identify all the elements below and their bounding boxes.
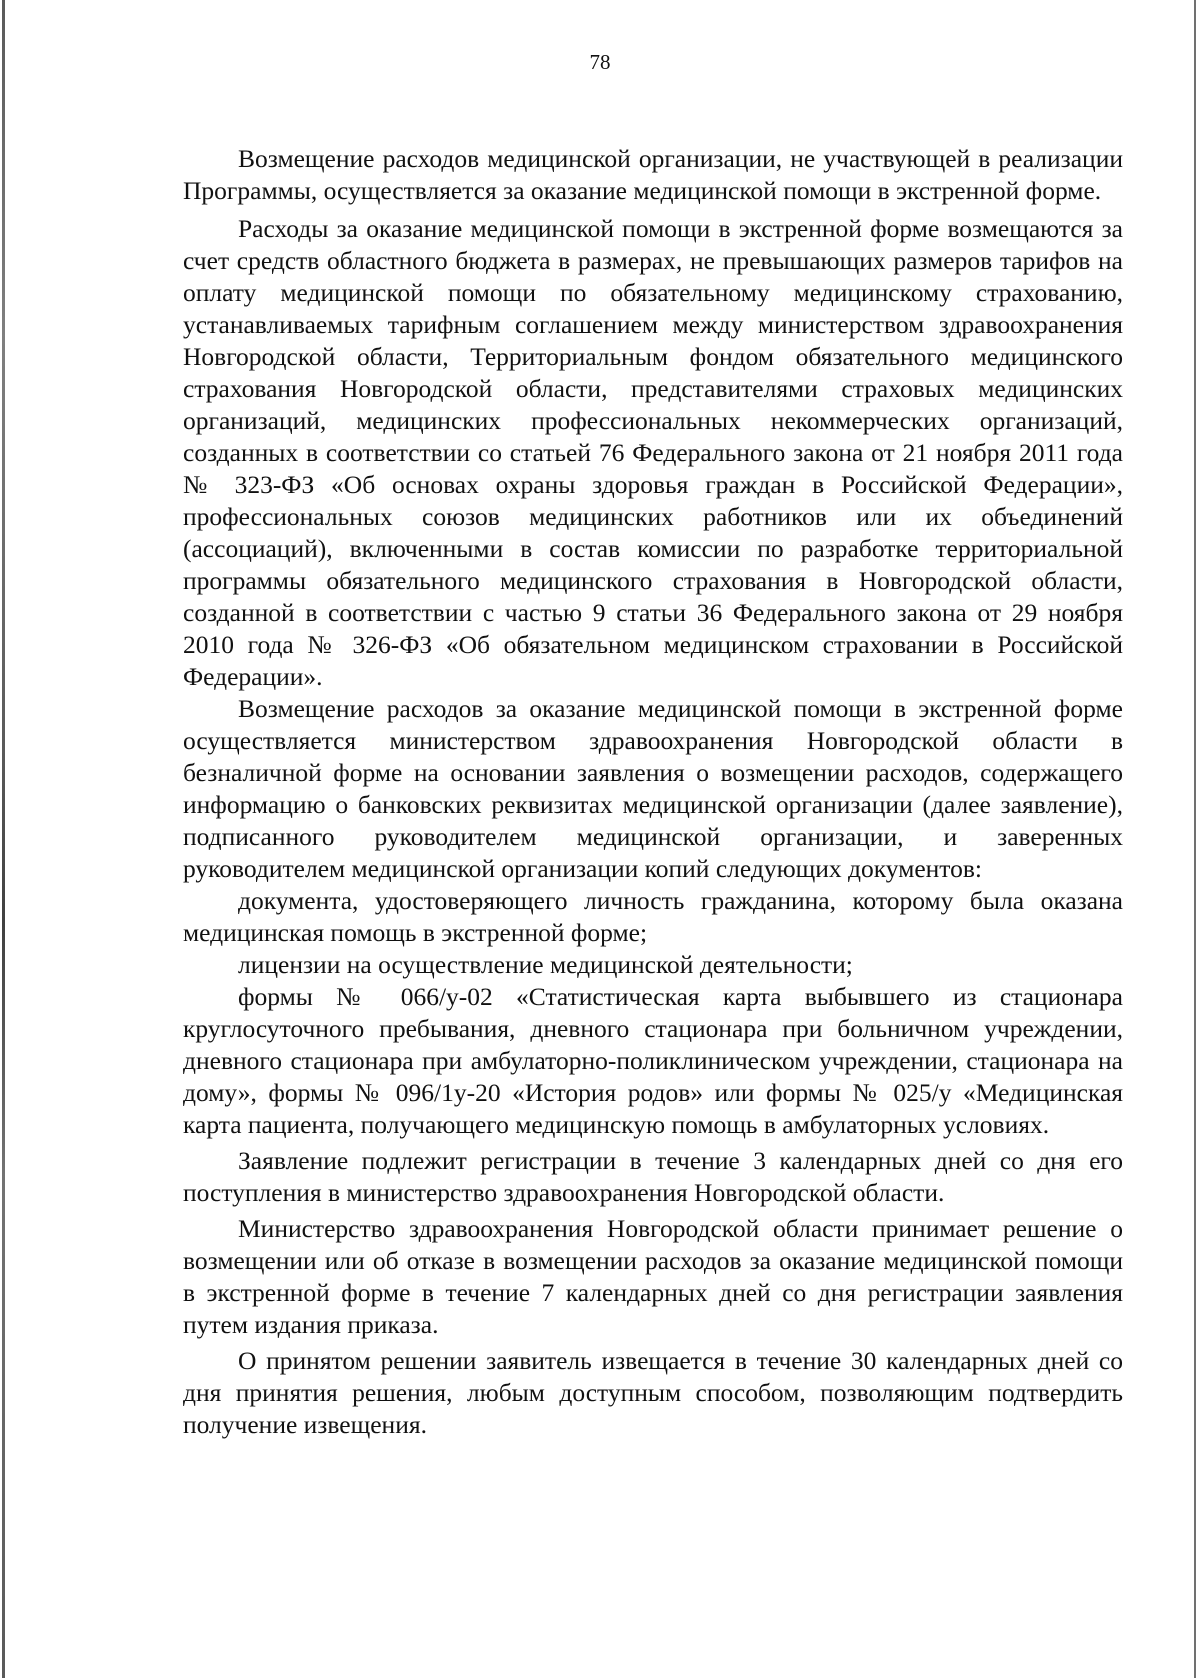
paragraph: Заявление подлежит регистрации в течение 3 календарных дней со дня его поступления в министерство здравоохранения Новгородской области. (183, 1146, 1123, 1207)
paragraph: документа, удостоверяющего личность гражданина, которому была оказана медицинская помощь в экстренной форме; (183, 886, 1123, 947)
paragraph: Возмещение расходов медицинской организации, не участвующей в реализации Программы, осуществляется за оказание медицинской помощи в экстренной форме. (183, 144, 1123, 205)
scan-edge-left (2, 0, 5, 1678)
paragraph: Расходы за оказание медицинской помощи в экстренной форме возмещаются за счет средств областного бюджета в размерах, не превышающих размеров тарифов на оплату медицинской помощи по обязательному медицинскому страхованию, устанавливаемых тарифным соглашением между министерством здравоохранения Новгородской области, Территориальным фондом обязательного медицинского страхования Новгородской области, представителями страховых медицинских организаций, медицинских профессиональных некоммерческих организаций, созданных в соответствии со статьей 76 Федерального закона от 21 ноября 2011 года № 323-ФЗ «Об основах охраны здоровья граждан в Российской Федерации», профессиональных союзов медицинских работников или их объединений (ассоциаций), включенными в состав комиссии по разработке территориальной программы обязательного медицинского страхования в Новгородской области, созданной в соответствии с частью 9 статьи 36 Федерального закона от 29 ноября 2010 года № 326-ФЗ «Об обязательном медицинском страховании в Российской Федерации». (183, 214, 1123, 691)
scan-edge-right (1194, 0, 1196, 1678)
page-number: 78 (589, 50, 611, 74)
body-text (183, 143, 1123, 1441)
paragraph: Возмещение расходов за оказание медицинской помощи в экстренной форме осуществляется министерством здравоохранения Новгородской области в безналичной форме на основании заявления о возмещении расходов, содержащего информацию о банковских реквизитах медицинской организации (далее заявление), подписанного руководителем медицинской организации, и заверенных руководителем медицинской организации копий следующих документов: (183, 694, 1123, 883)
paragraph: лицензии на осуществление медицинской деятельности; (238, 950, 853, 979)
paragraph: О принятом решении заявитель извещается в течение 30 календарных дней со дня принятия решения, любым доступным способом, позволяющим подтвердить получение извещения. (183, 1346, 1123, 1439)
paragraph: формы № 066/у-02 «Статистическая карта выбывшего из стационара круглосуточного пребывания, дневного стационара при больничном учреждении, дневного стационара при амбулаторно-поликлиническом учреждении, стационара на дому», формы № 096/1у-20 «История родов» или формы № 025/у «Медицинская карта пациента, получающего медицинскую помощь в амбулаторных условиях. (183, 982, 1123, 1139)
paragraph: Министерство здравоохранения Новгородской области принимает решение о возмещении или об отказе в возмещении расходов за оказание медицинской помощи в экстренной форме в течение 7 календарных дней со дня регистрации заявления путем издания приказа. (183, 1214, 1123, 1339)
